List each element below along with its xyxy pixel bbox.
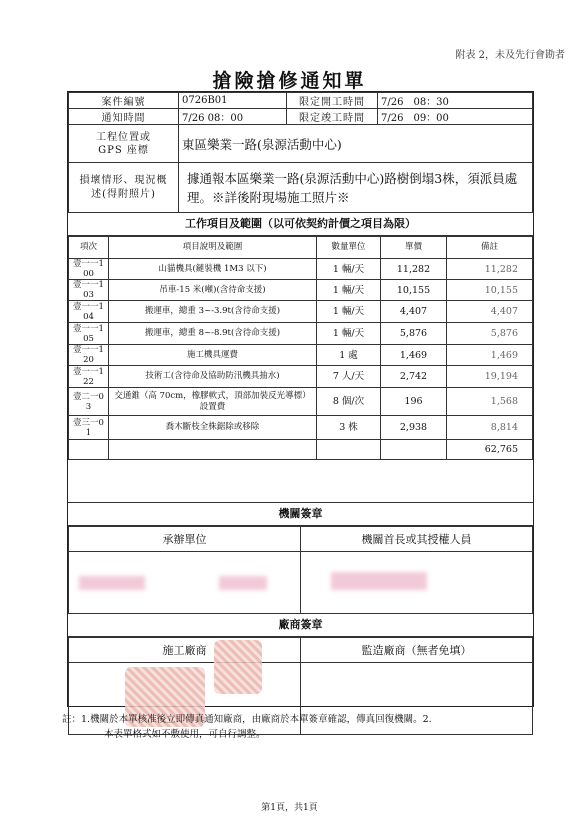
work-section-title: 工作項目及範圍（以可依契約計價之項目為限） bbox=[68, 213, 533, 236]
work-item-quantity: 1 處 bbox=[317, 345, 381, 366]
work-item-code: 壹一一105 bbox=[69, 323, 109, 345]
start-time-value: 7/26 08：30 bbox=[378, 93, 533, 109]
footnote-line2: 本表單格式如不敷使用，可自行調整。 bbox=[104, 729, 266, 740]
damage-description: 據通報本區樂業一路(泉源活動中心)路樹倒塌3株，須派員處理。※詳後附現場施工照片※ bbox=[179, 163, 533, 213]
work-item-amount: 8,814 bbox=[447, 416, 533, 440]
work-item-code: 壹一一103 bbox=[69, 280, 109, 301]
work-item-row bbox=[69, 259, 533, 280]
work-item-quantity: 1 輛/天 bbox=[317, 280, 381, 301]
work-item-code: 壹二一03 bbox=[69, 388, 109, 416]
redacted-name bbox=[79, 576, 145, 590]
col-header-item: 項次 bbox=[69, 237, 109, 259]
footnote bbox=[62, 712, 542, 742]
work-item-row bbox=[69, 301, 533, 323]
work-item-amount: 5,876 bbox=[447, 323, 533, 345]
work-item-quantity: 8 個/次 bbox=[317, 388, 381, 416]
location-value: 東區樂業一路(泉源活動中心) bbox=[179, 125, 533, 163]
agency-undertaker-signature bbox=[69, 552, 301, 614]
col-header-desc: 項目說明及範圍 bbox=[109, 237, 317, 259]
header-table bbox=[68, 92, 533, 213]
agency-signature-table bbox=[68, 526, 533, 614]
vendor-signature-title: 廠商簽章 bbox=[68, 614, 533, 637]
agency-chief-signature bbox=[301, 552, 533, 614]
work-item-row bbox=[69, 366, 533, 388]
work-item-description: 技術工(含待命及協助防汛機具抽水) bbox=[109, 366, 317, 388]
work-item-unit-price: 2,938 bbox=[381, 416, 447, 440]
work-item-description: 施工機具運費 bbox=[109, 345, 317, 366]
vendor-contractor-head: 施工廠商 bbox=[69, 638, 301, 663]
notify-time-value: 7/26 08：00 bbox=[179, 109, 287, 125]
work-item-description: 搬運車，總重 8~-8.9t(含待命支援) bbox=[109, 323, 317, 345]
damage-label bbox=[69, 163, 179, 213]
work-item-quantity: 3 株 bbox=[317, 416, 381, 440]
col-header-price: 單價 bbox=[381, 237, 447, 259]
work-item-unit-price: 1,469 bbox=[381, 345, 447, 366]
col-header-qty: 數量單位 bbox=[317, 237, 381, 259]
damage-label-line1: 損壞情形、現況概 bbox=[79, 174, 168, 186]
work-item-amount: 4,407 bbox=[447, 301, 533, 323]
work-items-table bbox=[68, 236, 533, 460]
work-item-code: 壹三一01 bbox=[69, 416, 109, 440]
page-number: 第1頁，共1頁 bbox=[261, 803, 318, 813]
footnote-line1: 註：1.機關於本單核准後立即傳真通知廠商，由廠商於本單簽章確認，傳真回復機關。2. bbox=[62, 714, 432, 725]
damage-label-line2: 述(得附照片) bbox=[91, 188, 156, 200]
work-item-code: 壹一一100 bbox=[69, 259, 109, 280]
agency-undertaker-head: 承辦單位 bbox=[69, 527, 301, 552]
work-item-quantity: 1 輛/天 bbox=[317, 301, 381, 323]
work-item-unit-price: 5,876 bbox=[381, 323, 447, 345]
finish-time-value: 7/26 09：00 bbox=[378, 109, 533, 125]
representative-seal bbox=[214, 640, 262, 694]
work-item-row bbox=[69, 345, 533, 366]
work-item-amount: 10,155 bbox=[447, 280, 533, 301]
location-label-line1: 工程位置或 bbox=[96, 131, 151, 143]
work-item-amount: 19,194 bbox=[447, 366, 533, 388]
annex-note: 附表 2，未及先行會勘者 bbox=[455, 50, 565, 61]
work-item-amount: 1,568 bbox=[447, 388, 533, 416]
work-item-row bbox=[69, 388, 533, 416]
work-item-quantity: 7 人/天 bbox=[317, 366, 381, 388]
work-item-quantity: 1 輛/天 bbox=[317, 323, 381, 345]
work-item-amount: 11,282 bbox=[447, 259, 533, 280]
start-time-label: 限定開工時間 bbox=[287, 93, 378, 109]
work-item-unit-price: 2,742 bbox=[381, 366, 447, 388]
work-item-description: 交通錐（高 70cm，橡膠軟式，頂部加裝反光導標）設置費 bbox=[109, 388, 317, 416]
form-frame bbox=[67, 91, 534, 707]
work-item-code: 壹一一122 bbox=[69, 366, 109, 388]
work-item-unit-price: 196 bbox=[381, 388, 447, 416]
form-title: 搶險搶修通知單 bbox=[212, 70, 367, 92]
col-header-note: 備註 bbox=[447, 237, 533, 259]
work-item-unit-price: 4,407 bbox=[381, 301, 447, 323]
agency-signature-title: 機關簽章 bbox=[68, 503, 533, 526]
notify-time-label: 通知時間 bbox=[69, 109, 179, 125]
work-rows bbox=[69, 259, 533, 440]
location-label bbox=[69, 125, 179, 163]
work-item-description: 吊車-15 米(噸)(含待命支援) bbox=[109, 280, 317, 301]
agency-chief-head: 機關首長或其授權人員 bbox=[301, 527, 533, 552]
finish-time-label: 限定竣工時間 bbox=[287, 109, 378, 125]
work-item-quantity: 1 輛/天 bbox=[317, 259, 381, 280]
work-item-description: 山貓機具(鏈裝機 1M3 以下) bbox=[109, 259, 317, 280]
redacted-name bbox=[219, 576, 267, 590]
redacted-name bbox=[331, 572, 427, 590]
work-item-unit-price: 10,155 bbox=[381, 280, 447, 301]
work-item-row bbox=[69, 416, 533, 440]
location-label-line2: GPS 座標 bbox=[98, 144, 149, 156]
total-amount: 62,765 bbox=[447, 440, 533, 460]
blank-space bbox=[68, 460, 533, 503]
work-item-description: 搬運車，總重 3~-3.9t(含待命支援) bbox=[109, 301, 317, 323]
case-no-value: 0726B01 bbox=[179, 93, 287, 109]
work-item-row bbox=[69, 280, 533, 301]
work-item-code: 壹一一120 bbox=[69, 345, 109, 366]
total-row bbox=[69, 440, 533, 460]
work-item-amount: 1,469 bbox=[447, 345, 533, 366]
work-item-row bbox=[69, 323, 533, 345]
work-item-description: 喬木斷枝全株鋸除或移除 bbox=[109, 416, 317, 440]
work-item-unit-price: 11,282 bbox=[381, 259, 447, 280]
case-no-label: 案件編號 bbox=[69, 93, 179, 109]
vendor-supervisor-head: 監造廠商（無者免填） bbox=[301, 638, 533, 663]
work-item-code: 壹一一104 bbox=[69, 301, 109, 323]
